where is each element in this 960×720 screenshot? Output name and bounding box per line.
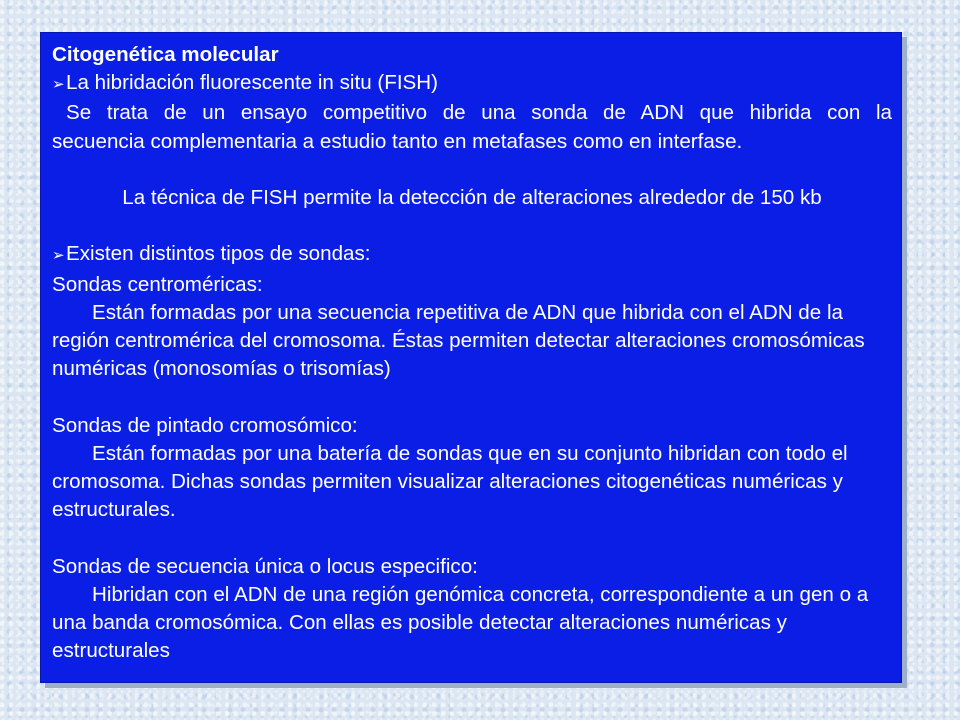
fish-heading: La hibridación fluorescente in situ (FISH) bbox=[66, 71, 439, 95]
content-box bbox=[40, 32, 902, 683]
arrow-bullet-icon: ➢ bbox=[52, 247, 65, 265]
spacer bbox=[52, 212, 892, 240]
bullet-probe-types bbox=[52, 240, 892, 270]
painting-probes-description: Están formadas por una batería de sondas que en su conjunto hibridan con todo el cromosoma. Dichas sondas permiten visualizar alteraciones citogenéticas numéricas y estructurales. bbox=[52, 441, 848, 522]
unique-locus-probes-description: Hibridan con el ADN de una región genómica concreta, correspondiente a un gen o a una banda cromosómica. Con ellas es posible detectar alteraciones numéricas y estructurales bbox=[52, 582, 869, 663]
painting-probes-title: Sondas de pintado cromosómico: bbox=[52, 413, 358, 437]
unique-locus-probes-title: Sondas de secuencia única o locus especifico: bbox=[52, 554, 478, 578]
bullet-fish bbox=[52, 69, 892, 99]
slide-title: Citogenética molecular bbox=[52, 43, 279, 66]
spacer bbox=[52, 383, 892, 411]
fish-description-line-2: secuencia complementaria a estudio tanto en metafases como en interfase. bbox=[52, 129, 743, 153]
centromeric-probes-description: Están formadas por una secuencia repetitiva de ADN que hibrida con el ADN de la región centromérica del cromosoma. Éstas permiten detectar alteraciones cromosómicas numéricas (monosomías o trisomías) bbox=[52, 300, 865, 381]
arrow-bullet-icon: ➢ bbox=[52, 76, 65, 94]
centromeric-probes-title: Sondas centroméricas: bbox=[52, 272, 263, 296]
spacer bbox=[52, 524, 892, 552]
probe-types-heading: Existen distintos tipos de sondas: bbox=[66, 242, 371, 266]
fish-description-line-1: Se trata de un ensayo competitivo de una sonda de ADN que hibrida con la bbox=[66, 101, 892, 125]
fish-detection-note: La técnica de FISH permite la detección de alteraciones alrededor de 150 kb bbox=[122, 186, 822, 209]
spacer bbox=[52, 156, 892, 184]
